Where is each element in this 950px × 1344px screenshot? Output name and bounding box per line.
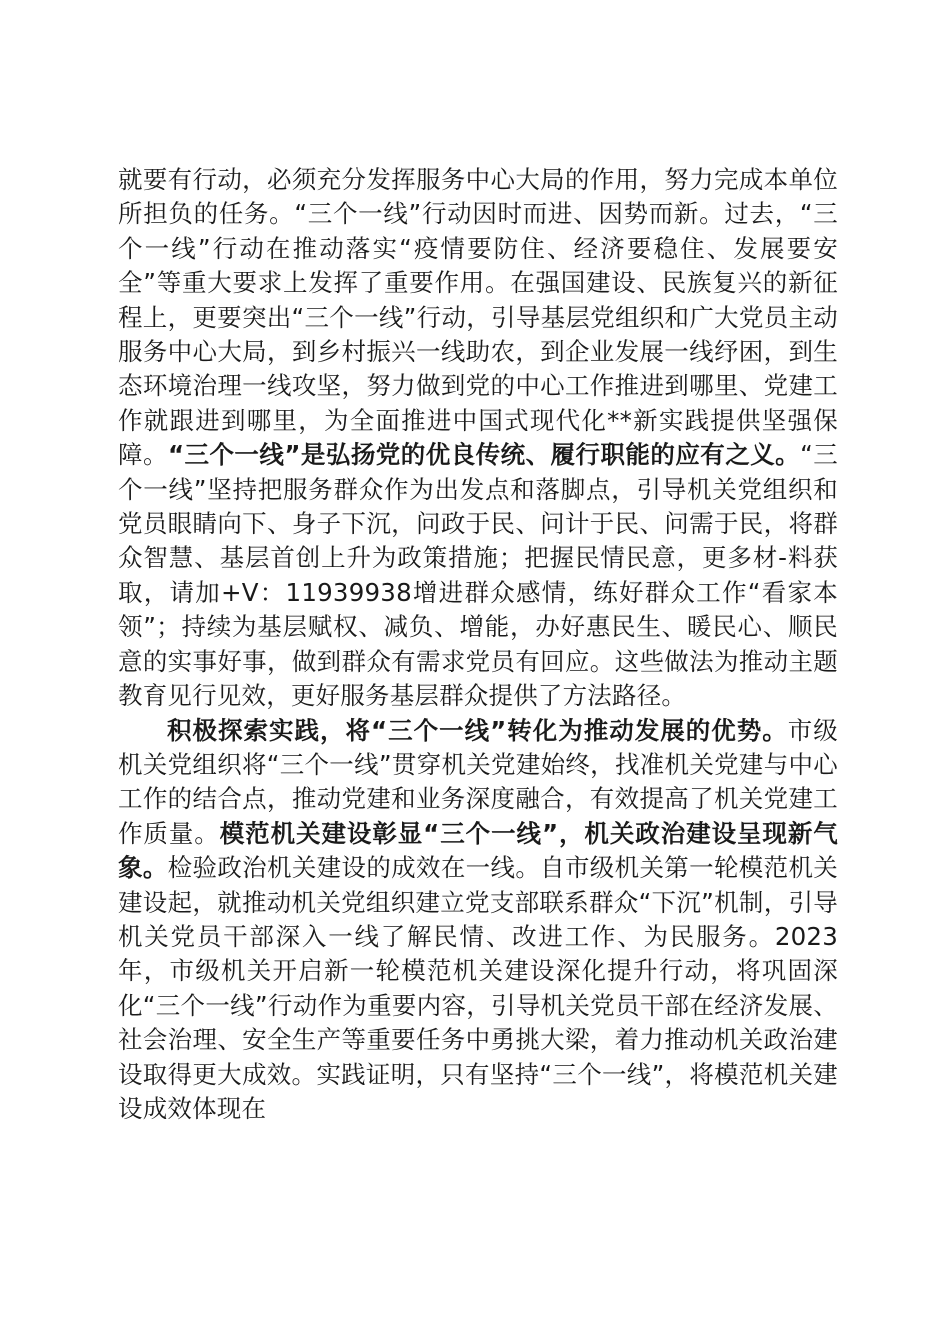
- paragraph-1: [118, 163, 838, 714]
- paragraph-2-bold-subheading: 模范机关建设彰显“三个一线”，机关政治建设呈现新气象。: [118, 818, 838, 883]
- paragraph-2-bold-heading: 积极探索实践，将“三个一线”转化为推动发展的优势。: [167, 715, 788, 745]
- paragraph-1-run-3: “三个一线”坚持把服务群众作为出发点和落脚点，引导机关党组织和党员眼睛向下、身子下沉，问政于民、问计于民、问需于民，将群众智慧、基层首创上升为政策措施；把握民情民意，更多材-料获取，请加+V：11939938增进群众感情，练好群众工作“看家本领”；持续为基层赋权、减负、增能，办好惠民生、暖民心、顺民意的实事好事，做到群众有需求党员有回应。这些做法为推动主题教育见行见效，更好服务基层群众提供了方法路径。: [118, 440, 839, 711]
- paragraph-2-run-2: 市级机关党组织将“三个一线”贯穿机关党建始终，找准机关党建与中心工作的结合点，推动党建和业务深度融合，有效提高了机关党建工作质量。: [118, 715, 839, 848]
- paragraph-1-bold-heading: “三个一线”是弘扬党的优良传统、履行职能的应有之义。: [167, 440, 801, 470]
- body-text: [118, 163, 838, 1126]
- paragraph-2: [118, 714, 838, 1127]
- paragraph-2-run-4: 检验政治机关建设的成效在一线。自市级机关第一轮模范机关建设起，就推动机关党组织建立党支部联系群众“下沉”机制，引导机关党员干部深入一线了解民情、改进工作、为民服务。2023年，市级机关开启新一轮模范机关建设深化提升行动，将巩固深化“三个一线”行动作为重要内容，引导机关党员干部在经济发展、社会治理、安全生产等重要任务中勇挑大梁，着力推动机关政治建设取得更大成效。实践证明，只有坚持“三个一线”，将模范机关建设成效体现在: [118, 853, 838, 1123]
- paragraph-1-run-1: 就要有行动，必须充分发挥服务中心大局的作用，努力完成本单位所担负的任务。“三个一线”行动因时而进、因势而新。过去，“三个一线”行动在推动落实“疫情要防住、经济要稳住、发展要安全”等重大要求上发挥了重要作用。在强国建设、民族复兴的新征程上，更要突出“三个一线”行动，引导基层党组织和广大党员主动服务中心大局，到乡村振兴一线助农，到企业发展一线纾困，到生态环境治理一线攻坚，努力做到党的中心工作推进到哪里、党建工作就跟进到哪里，为全面推进中国式现代化**新实践提供坚强保障。: [118, 165, 838, 470]
